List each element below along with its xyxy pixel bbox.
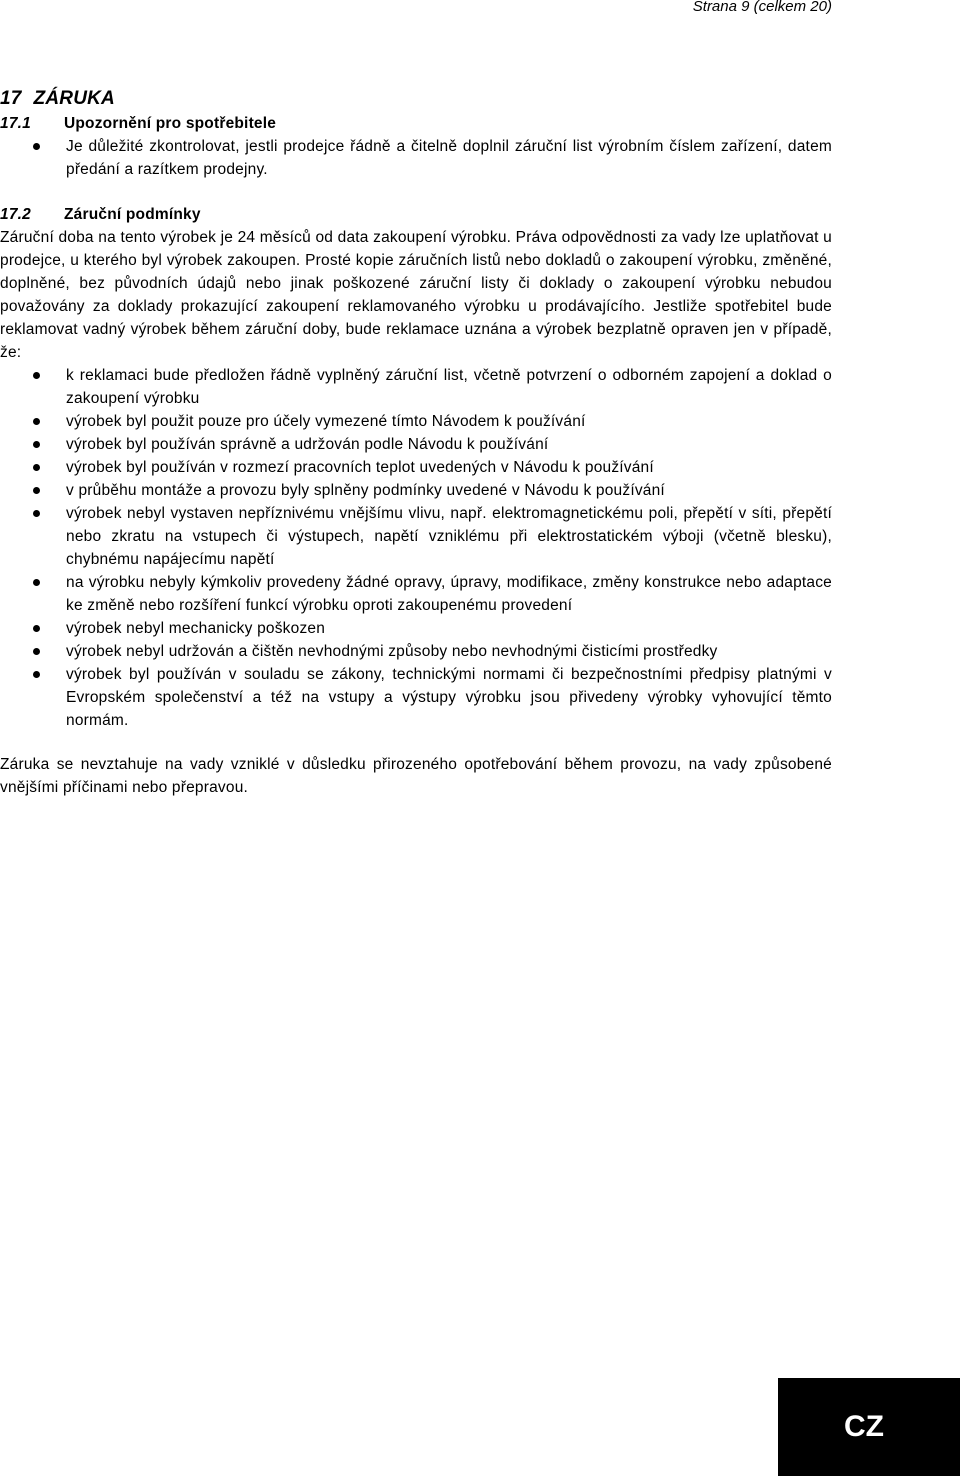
list-item: výrobek nebyl udržován a čištěn nevhodnými způsoby nebo nevhodnými čisticími prostředky [0, 640, 832, 663]
document-body [0, 86, 832, 799]
section-heading-17-1 [0, 112, 832, 135]
language-code: CZ [844, 1410, 884, 1443]
section-heading-17-2 [0, 203, 832, 226]
page-number: Strana 9 (celkem 20) [692, 0, 832, 15]
warranty-exclusion-paragraph: Záruka se nevztahuje na vady vzniklé v důsledku přirozeného opotřebování během provozu, na vady způsobené vnějšími příčinami nebo přepravou. [0, 756, 832, 796]
section-number: 17.2 [0, 206, 31, 223]
chapter-title: ZÁRUKA [33, 88, 115, 109]
warranty-conditions-list [0, 364, 832, 732]
list-item: v průběhu montáže a provozu byly splněny podmínky uvedené v Návodu k používání [0, 479, 832, 502]
list-item: k reklamaci bude předložen řádně vyplněný záruční list, včetně potvrzení o odborném zapojení a doklad o zakoupení výrobku [0, 364, 832, 410]
section-title: Záruční podmínky [64, 206, 201, 223]
list-item: výrobek nebyl mechanicky poškozen [0, 617, 832, 640]
warranty-conditions-paragraph: Záruční doba na tento výrobek je 24 měsíců od data zakoupení výrobku. Práva odpovědnosti za vady lze uplatňovat u prodejce, u kterého byl výrobek zakoupen. Prosté kopie záručních listů nebo dokladů o zakoupení výrobku, změněné, doplněné, bez původních údajů nebo jinak poškozené záruční listy či doklady o zakoupení výrobku nebudou považovány za doklady prokazující zakoupení reklamovaného výrobku u prodávajícího. Jestliže spotřebitel bude reklamovat vadný výrobek během záruční doby, bude reklamace uznána a výrobek bezplatně opraven jen v případě, že: [0, 229, 832, 361]
chapter-number: 17 [0, 88, 22, 109]
consumer-notice-list [0, 135, 832, 181]
section-number: 17.1 [0, 115, 31, 132]
section-title: Upozornění pro spotřebitele [64, 115, 277, 132]
list-item: výrobek byl používán správně a udržován podle Návodu k používání [0, 433, 832, 456]
list-item: na výrobku nebyly kýmkoliv provedeny žádné opravy, úpravy, modifikace, změny konstrukce nebo adaptace ke změně nebo rozšíření funkcí výrobku oproti zakoupenému provedení [0, 571, 832, 617]
chapter-heading [0, 86, 832, 112]
list-item: výrobek nebyl vystaven nepříznivému vnějšímu vlivu, např. elektromagnetickému poli, přepětí v síti, přepětí nebo zkratu na vstupech či výstupech, napětí vzniklému při elektrostatickém výboji (včetně blesku), chybnému napájecímu napětí [0, 502, 832, 571]
list-item: výrobek byl používán v rozmezí pracovních teplot uvedených v Návodu k používání [0, 456, 832, 479]
language-badge [778, 1378, 960, 1476]
list-item: výrobek byl používán v souladu se zákony, technickými normami či bezpečnostními předpisy platnými v Evropském společenství a též na vstupy a výstupy výrobku jsou přivedeny výrobky vyhovující těmto normám. [0, 663, 832, 732]
list-item: Je důležité zkontrolovat, jestli prodejce řádně a čitelně doplnil záruční list výrobním číslem zařízení, datem předání a razítkem prodejny. [0, 135, 832, 181]
list-item: výrobek byl použit pouze pro účely vymezené tímto Návodem k používání [0, 410, 832, 433]
